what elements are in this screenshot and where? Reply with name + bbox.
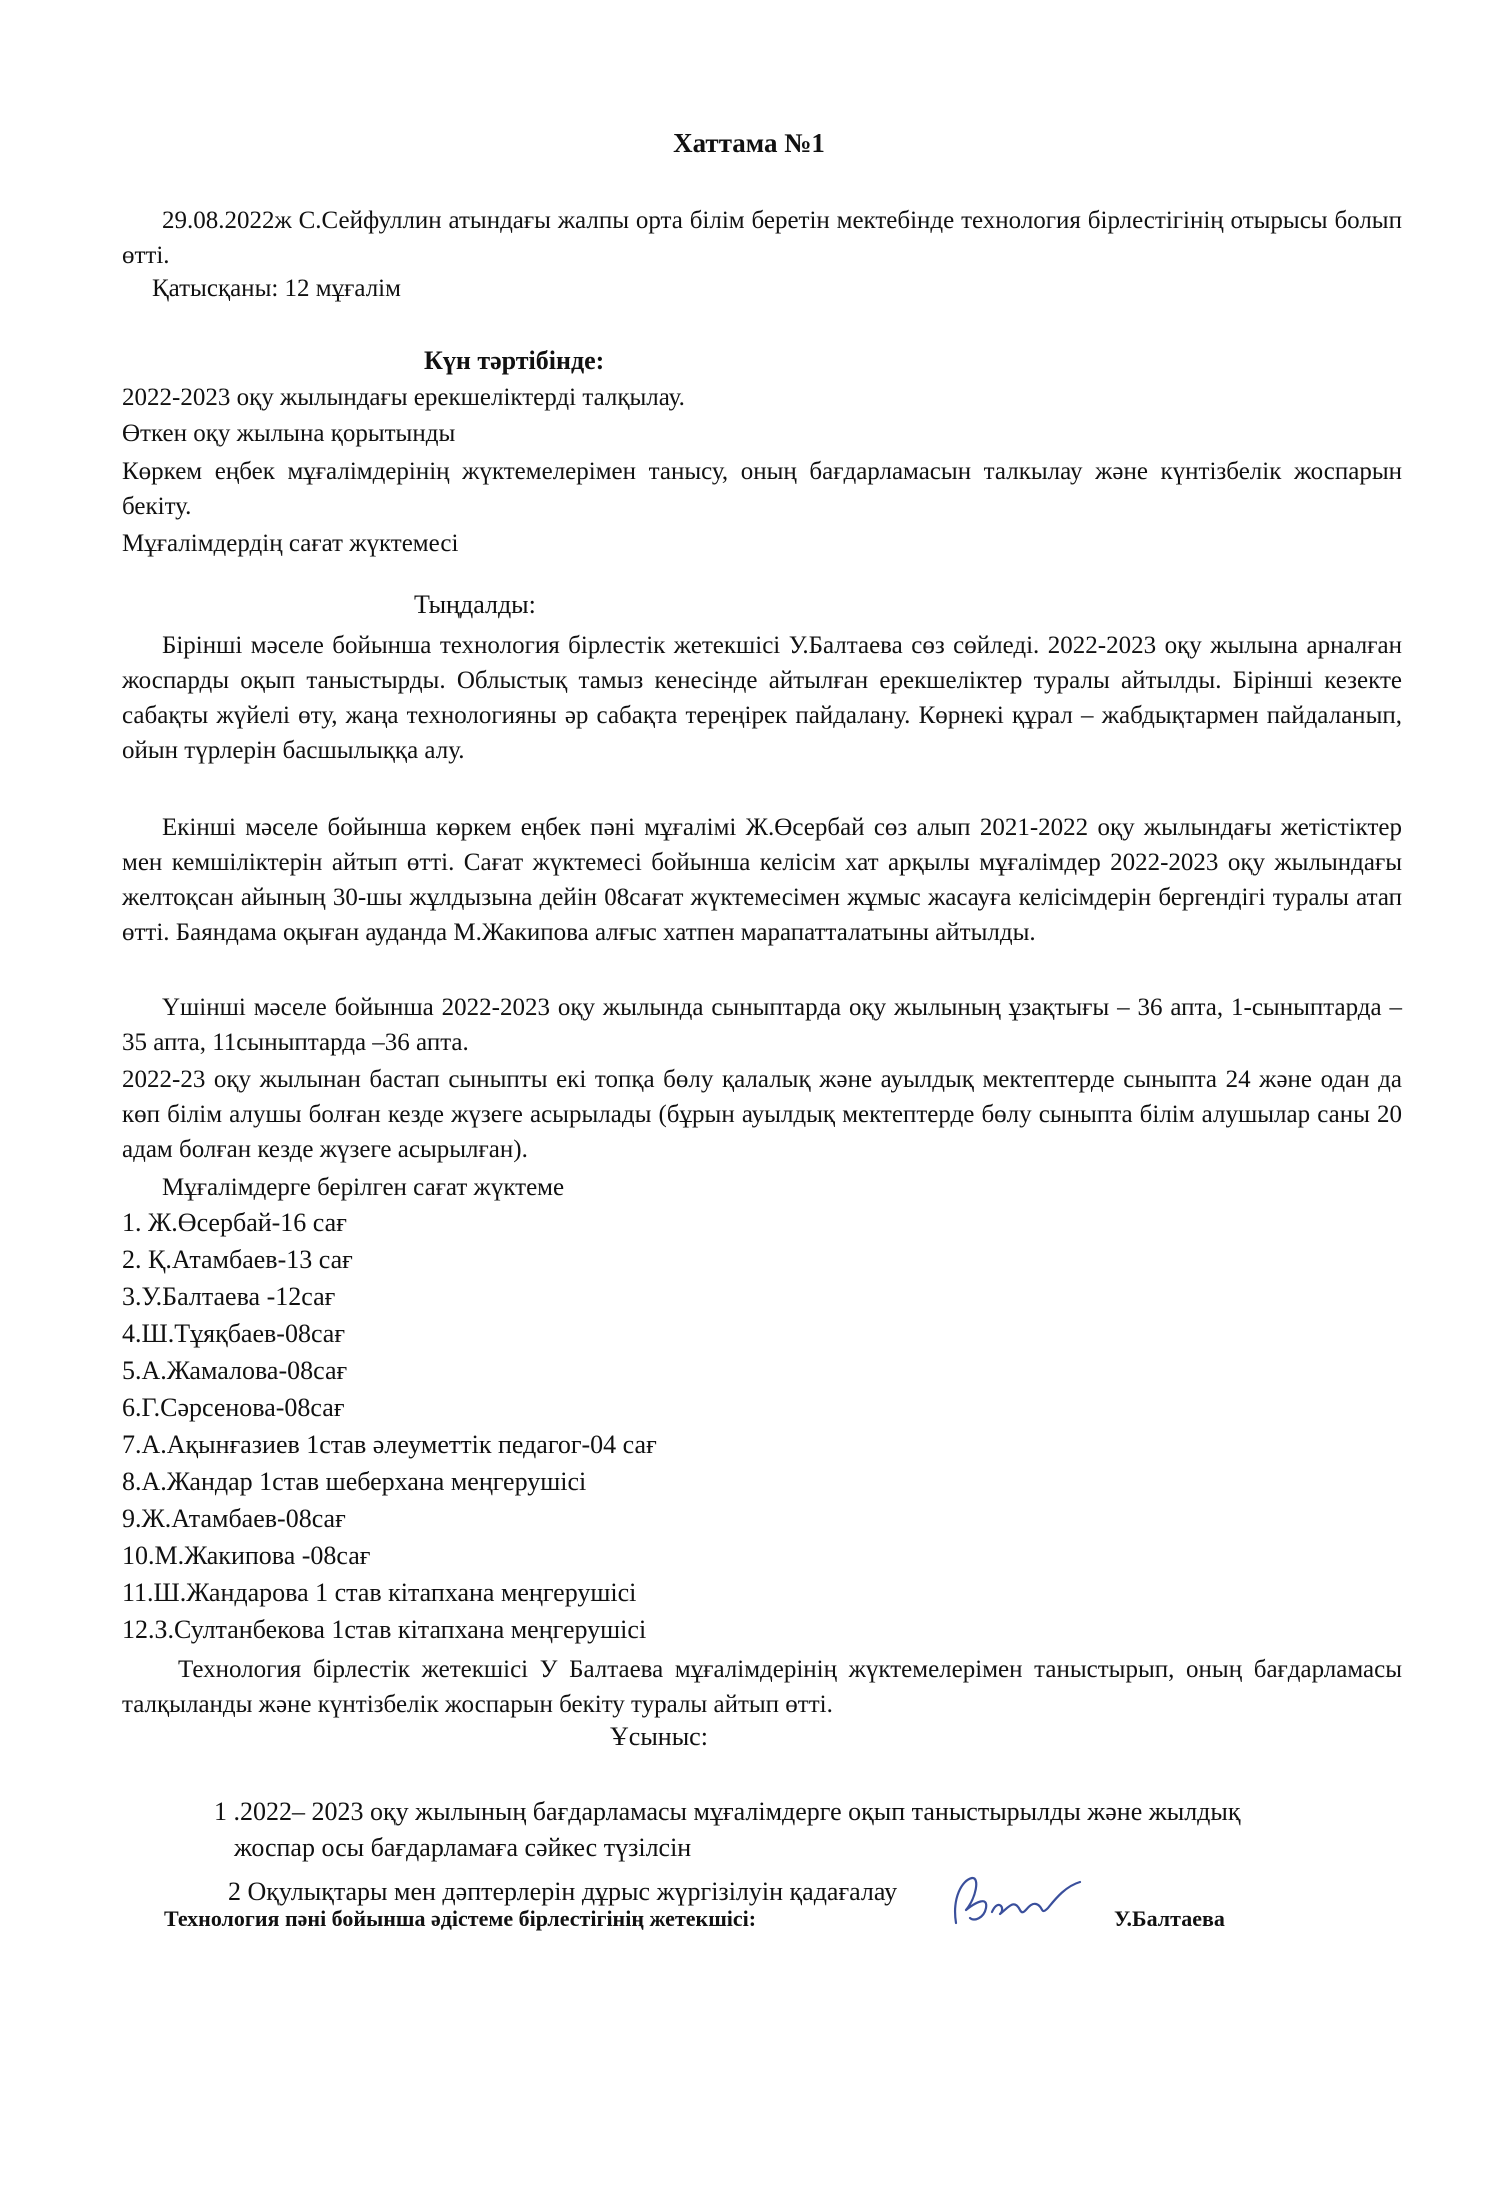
proposal-item-continuation: жоспар осы бағдарламаға сәйкес түзілсін — [234, 1833, 692, 1862]
heard-paragraph: Бірінші мәселе бойынша технология бірлестік жетекшісі У.Балтаева сөз сөйледі. 2022-2023 оқу жылына арналған жоспарды оқып таныстырды. Облыстық тамыз кенесінде айтылған ерекшеліктер туралы айтылды. Бірінші кезекте сабақты жүйелі өту, жаңа технологияны әр сабақта тереңірек пайдалану. Көрнекі құрал – жабдықтармен пайдаланып, ойын түрлерін басшылыққа алу. — [122, 632, 1402, 764]
agenda-item: Мұғалімдердің сағат жүктемесі — [122, 530, 459, 557]
proposal-item: 2 Оқулықтары мен дәптерлерін дұрыс жүргізілуін қадағалау — [228, 1877, 898, 1906]
agenda-item: Көркем еңбек мұғалімдерінің жүктемелерімен танысу, оның бағдарламасын талкылау және күнтізбелік жоспарын бекіту. — [122, 458, 1402, 520]
document-title: Хаттама №1 — [673, 128, 825, 158]
signature-line — [164, 1906, 1344, 1932]
list-item: 10.М.Жакипова -08сағ — [122, 1541, 371, 1570]
list-item: 1. Ж.Өсербай-16 сағ — [122, 1208, 347, 1237]
list-item: 8.А.Жандар 1став шеберхана меңгерушісі — [122, 1467, 587, 1496]
list-item: 7.А.Ақынғазиев 1став әлеуметтік педагог-04 сағ — [122, 1430, 657, 1459]
summary-paragraph: Технология бірлестік жетекшісі У Балтаева мұғалімдерінің жүктемелерімен таныстырып, оның бағдарламасы талқыланды және күнтізбелік жоспарын бекіту туралы айтып өтті. — [122, 1656, 1402, 1718]
heard-paragraph: Екінші мәселе бойынша көркем еңбек пәні мұғалімі Ж.Өсербай сөз алып 2021-2022 оқу жылындағы жетістіктер мен кемшіліктерін айтып өтті. Сағат жүктемесі бойынша келісім хат арқылы мұғалімдер 2022-2023 оқу жылындағы желтоқсан айының 30-шы жұлдызына дейін 08сағат жүктемесімен жұмыс жасауға келісімдерін бергендігі туралы атап өтті. Баяндама оқыған ауданда М.Жакипова алғыс хатпен марапатталатыны айтылды. — [122, 814, 1402, 946]
list-item: 11.Ш.Жандарова 1 став кітапхана меңгерушісі — [122, 1578, 637, 1607]
agenda-item: 2022-2023 оқу жылындағы ерекшеліктерді талқылау. — [122, 384, 685, 411]
agenda-item: Өткен оқу жылына қорытынды — [122, 420, 456, 447]
heard-heading: Тыңдалды: — [414, 590, 536, 619]
list-item: 12.З.Султанбекова 1став кітапхана меңгерушісі — [122, 1615, 647, 1644]
list-item: 4.Ш.Тұяқбаев-08сағ — [122, 1319, 346, 1348]
agenda-heading: Күн тәртібінде: — [424, 346, 605, 375]
list-item: 3.У.Балтаева -12сағ — [122, 1282, 336, 1311]
signatory-role: Технология пәні бойынша әдістеме бірлестігінің жетекшісі: — [164, 1906, 757, 1931]
hours-heading: Мұғалімдерге берілген сағат жүктеме — [162, 1174, 565, 1201]
teacher-list — [122, 1204, 657, 1648]
proposal-heading: Ұсыныс: — [610, 1722, 708, 1751]
proposal-item: 1 .2022– 2023 оқу жылының бағдарламасы мұғалімдерге оқып таныстырылды және жылдық — [214, 1797, 1241, 1826]
signatory-name: У.Балтаева — [1114, 1906, 1225, 1931]
heard-paragraph: 2022-23 оқу жылынан бастап сыныпты екі топқа бөлу қалалық және ауылдық мектептерде сыныпта 24 және одан да көп білім алушы болған кезде жүзеге асырылады (бұрын ауылдық мектептерде бөлу сыныпта білім алушылар саны 20 адам болған кезде жүзеге асырылған). — [122, 1066, 1402, 1163]
list-item: 9.Ж.Атамбаев-08сағ — [122, 1504, 346, 1533]
intro-line: 29.08.2022ж С.Сейфуллин атындағы жалпы орта білім беретін мектебінде технология бірлестігінің отырысы болып өтті. — [122, 207, 1402, 269]
list-item: 6.Г.Сәрсенова-08сағ — [122, 1393, 345, 1422]
list-item: 2. Қ.Атамбаев-13 сағ — [122, 1245, 353, 1274]
list-item: 5.А.Жамалова-08сағ — [122, 1356, 348, 1385]
heard-paragraph: Үшінші мәселе бойынша 2022-2023 оқу жылында сыныптарда оқу жылының ұзақтығы – 36 апта, 1-сыныптарда – 35 апта, 11сыныптарда –36 апта. — [122, 994, 1402, 1056]
attendance-line: Қатысқаны: 12 мұғалім — [152, 275, 401, 302]
